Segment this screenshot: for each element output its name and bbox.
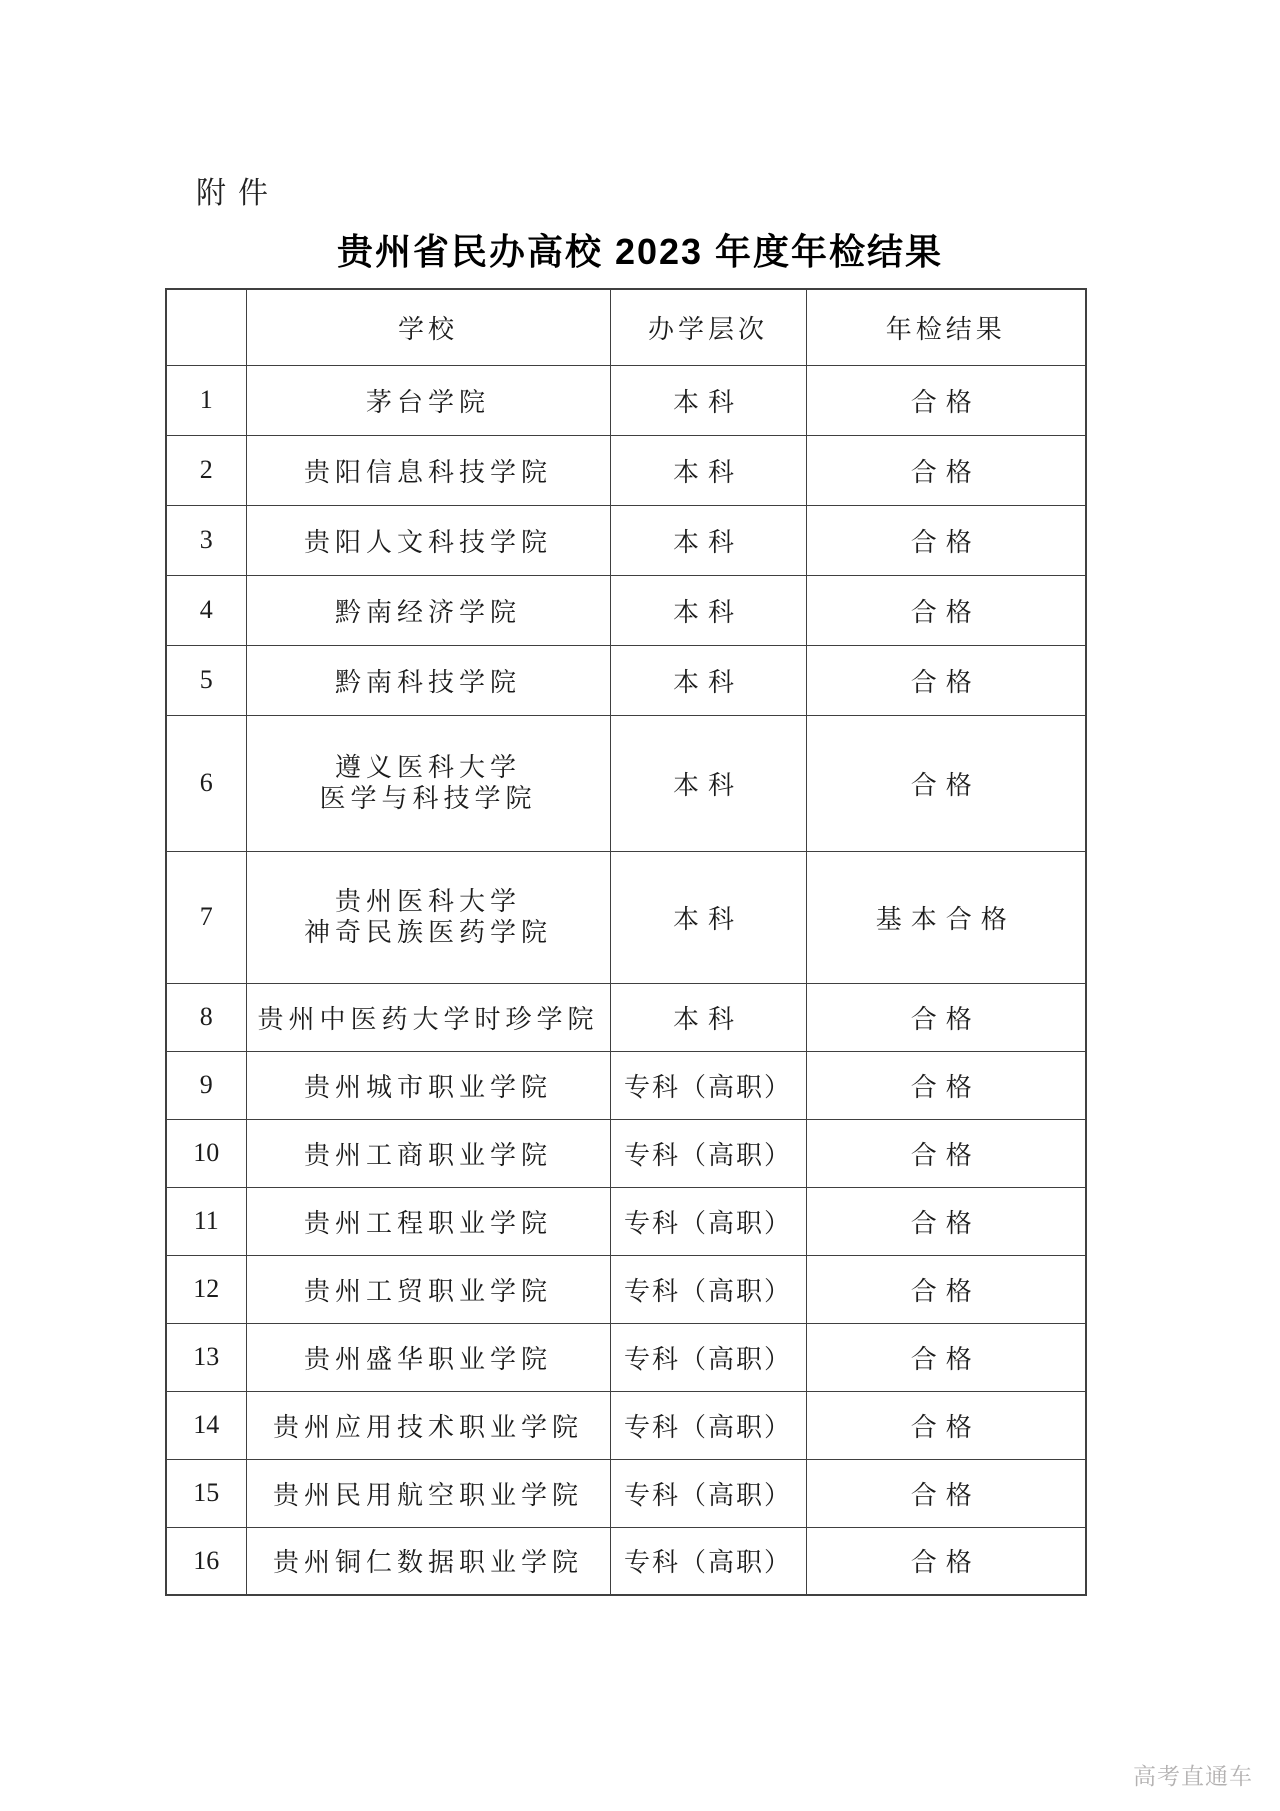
cell-no: 7 xyxy=(166,851,246,983)
cell-level: 专科（高职） xyxy=(610,1527,806,1595)
table-row xyxy=(166,435,1086,505)
cell-result: 合格 xyxy=(806,1255,1086,1323)
cell-level: 专科（高职） xyxy=(610,1255,806,1323)
cell-result: 合格 xyxy=(806,1459,1086,1527)
cell-no: 14 xyxy=(166,1391,246,1459)
cell-school xyxy=(246,851,610,983)
cell-result: 合格 xyxy=(806,575,1086,645)
cell-result: 合格 xyxy=(806,1119,1086,1187)
header-cell-level: 办学层次 xyxy=(610,289,806,365)
cell-result: 合格 xyxy=(806,435,1086,505)
header-cell-no xyxy=(166,289,246,365)
cell-level: 本科 xyxy=(610,435,806,505)
cell-no: 11 xyxy=(166,1187,246,1255)
cell-result: 合格 xyxy=(806,645,1086,715)
cell-level: 本科 xyxy=(610,715,806,851)
cell-result: 合格 xyxy=(806,1391,1086,1459)
cell-result: 合格 xyxy=(806,1527,1086,1595)
table-row xyxy=(166,575,1086,645)
cell-no: 9 xyxy=(166,1051,246,1119)
table-row xyxy=(166,505,1086,575)
cell-no: 16 xyxy=(166,1527,246,1595)
cell-school: 贵州工程职业学院 xyxy=(246,1187,610,1255)
cell-school: 茅台学院 xyxy=(246,365,610,435)
page-title: 贵州省民办高校 2023 年度年检结果 xyxy=(336,231,944,272)
cell-result: 基本合格 xyxy=(806,851,1086,983)
school-name-line: 神奇民族医药学院 xyxy=(303,918,552,947)
cell-result: 合格 xyxy=(806,983,1086,1051)
cell-level: 专科（高职） xyxy=(610,1391,806,1459)
table-row xyxy=(166,1187,1086,1255)
cell-result: 合格 xyxy=(806,715,1086,851)
cell-school: 贵州工贸职业学院 xyxy=(246,1255,610,1323)
table-row xyxy=(166,1119,1086,1187)
cell-no: 3 xyxy=(166,505,246,575)
cell-no: 10 xyxy=(166,1119,246,1187)
table-row xyxy=(166,1459,1086,1527)
cell-no: 15 xyxy=(166,1459,246,1527)
cell-result: 合格 xyxy=(806,1323,1086,1391)
table-row xyxy=(166,365,1086,435)
cell-level: 专科（高职） xyxy=(610,1323,806,1391)
attachment-label: 附件 xyxy=(196,177,280,210)
cell-school: 黔南经济学院 xyxy=(246,575,610,645)
cell-no: 4 xyxy=(166,575,246,645)
cell-level: 专科（高职） xyxy=(610,1051,806,1119)
cell-school: 贵州城市职业学院 xyxy=(246,1051,610,1119)
cell-level: 专科（高职） xyxy=(610,1119,806,1187)
cell-school: 黔南科技学院 xyxy=(246,645,610,715)
cell-school: 贵州中医药大学时珍学院 xyxy=(246,983,610,1051)
cell-no: 6 xyxy=(166,715,246,851)
cell-school: 贵州应用技术职业学院 xyxy=(246,1391,610,1459)
cell-no: 8 xyxy=(166,983,246,1051)
cell-result: 合格 xyxy=(806,1051,1086,1119)
cell-result: 合格 xyxy=(806,365,1086,435)
school-name-line: 医学与科技学院 xyxy=(319,784,537,813)
cell-no: 12 xyxy=(166,1255,246,1323)
cell-level: 本科 xyxy=(610,851,806,983)
school-name-line: 贵州医科大学 xyxy=(334,886,521,916)
table-row xyxy=(166,1051,1086,1119)
table-row xyxy=(166,1391,1086,1459)
cell-level: 本科 xyxy=(610,505,806,575)
cell-school: 贵州盛华职业学院 xyxy=(246,1323,610,1391)
table-row xyxy=(166,715,1086,851)
cell-school: 贵州铜仁数据职业学院 xyxy=(246,1527,610,1595)
cell-level: 本科 xyxy=(610,365,806,435)
header-cell-result: 年检结果 xyxy=(806,289,1086,365)
cell-school: 贵州工商职业学院 xyxy=(246,1119,610,1187)
cell-result: 合格 xyxy=(806,1187,1086,1255)
school-name-line: 遵义医科大学 xyxy=(334,752,521,782)
cell-level: 专科（高职） xyxy=(610,1187,806,1255)
inspection-results-table xyxy=(165,288,1087,1596)
cell-school: 贵阳信息科技学院 xyxy=(246,435,610,505)
cell-result: 合格 xyxy=(806,505,1086,575)
table-row xyxy=(166,1527,1086,1595)
cell-no: 5 xyxy=(166,645,246,715)
table-header-row xyxy=(166,289,1086,365)
cell-level: 本科 xyxy=(610,983,806,1051)
table-row xyxy=(166,1255,1086,1323)
cell-level: 专科（高职） xyxy=(610,1459,806,1527)
cell-school: 贵阳人文科技学院 xyxy=(246,505,610,575)
table-row xyxy=(166,1323,1086,1391)
cell-school: 贵州民用航空职业学院 xyxy=(246,1459,610,1527)
watermark: 高考直通车 xyxy=(1133,1763,1253,1789)
cell-no: 2 xyxy=(166,435,246,505)
header-cell-school: 学校 xyxy=(246,289,610,365)
cell-level: 本科 xyxy=(610,645,806,715)
table-row xyxy=(166,983,1086,1051)
cell-no: 13 xyxy=(166,1323,246,1391)
table-row xyxy=(166,851,1086,983)
cell-no: 1 xyxy=(166,365,246,435)
cell-school xyxy=(246,715,610,851)
table-body xyxy=(166,365,1086,1595)
table-row xyxy=(166,645,1086,715)
cell-level: 本科 xyxy=(610,575,806,645)
